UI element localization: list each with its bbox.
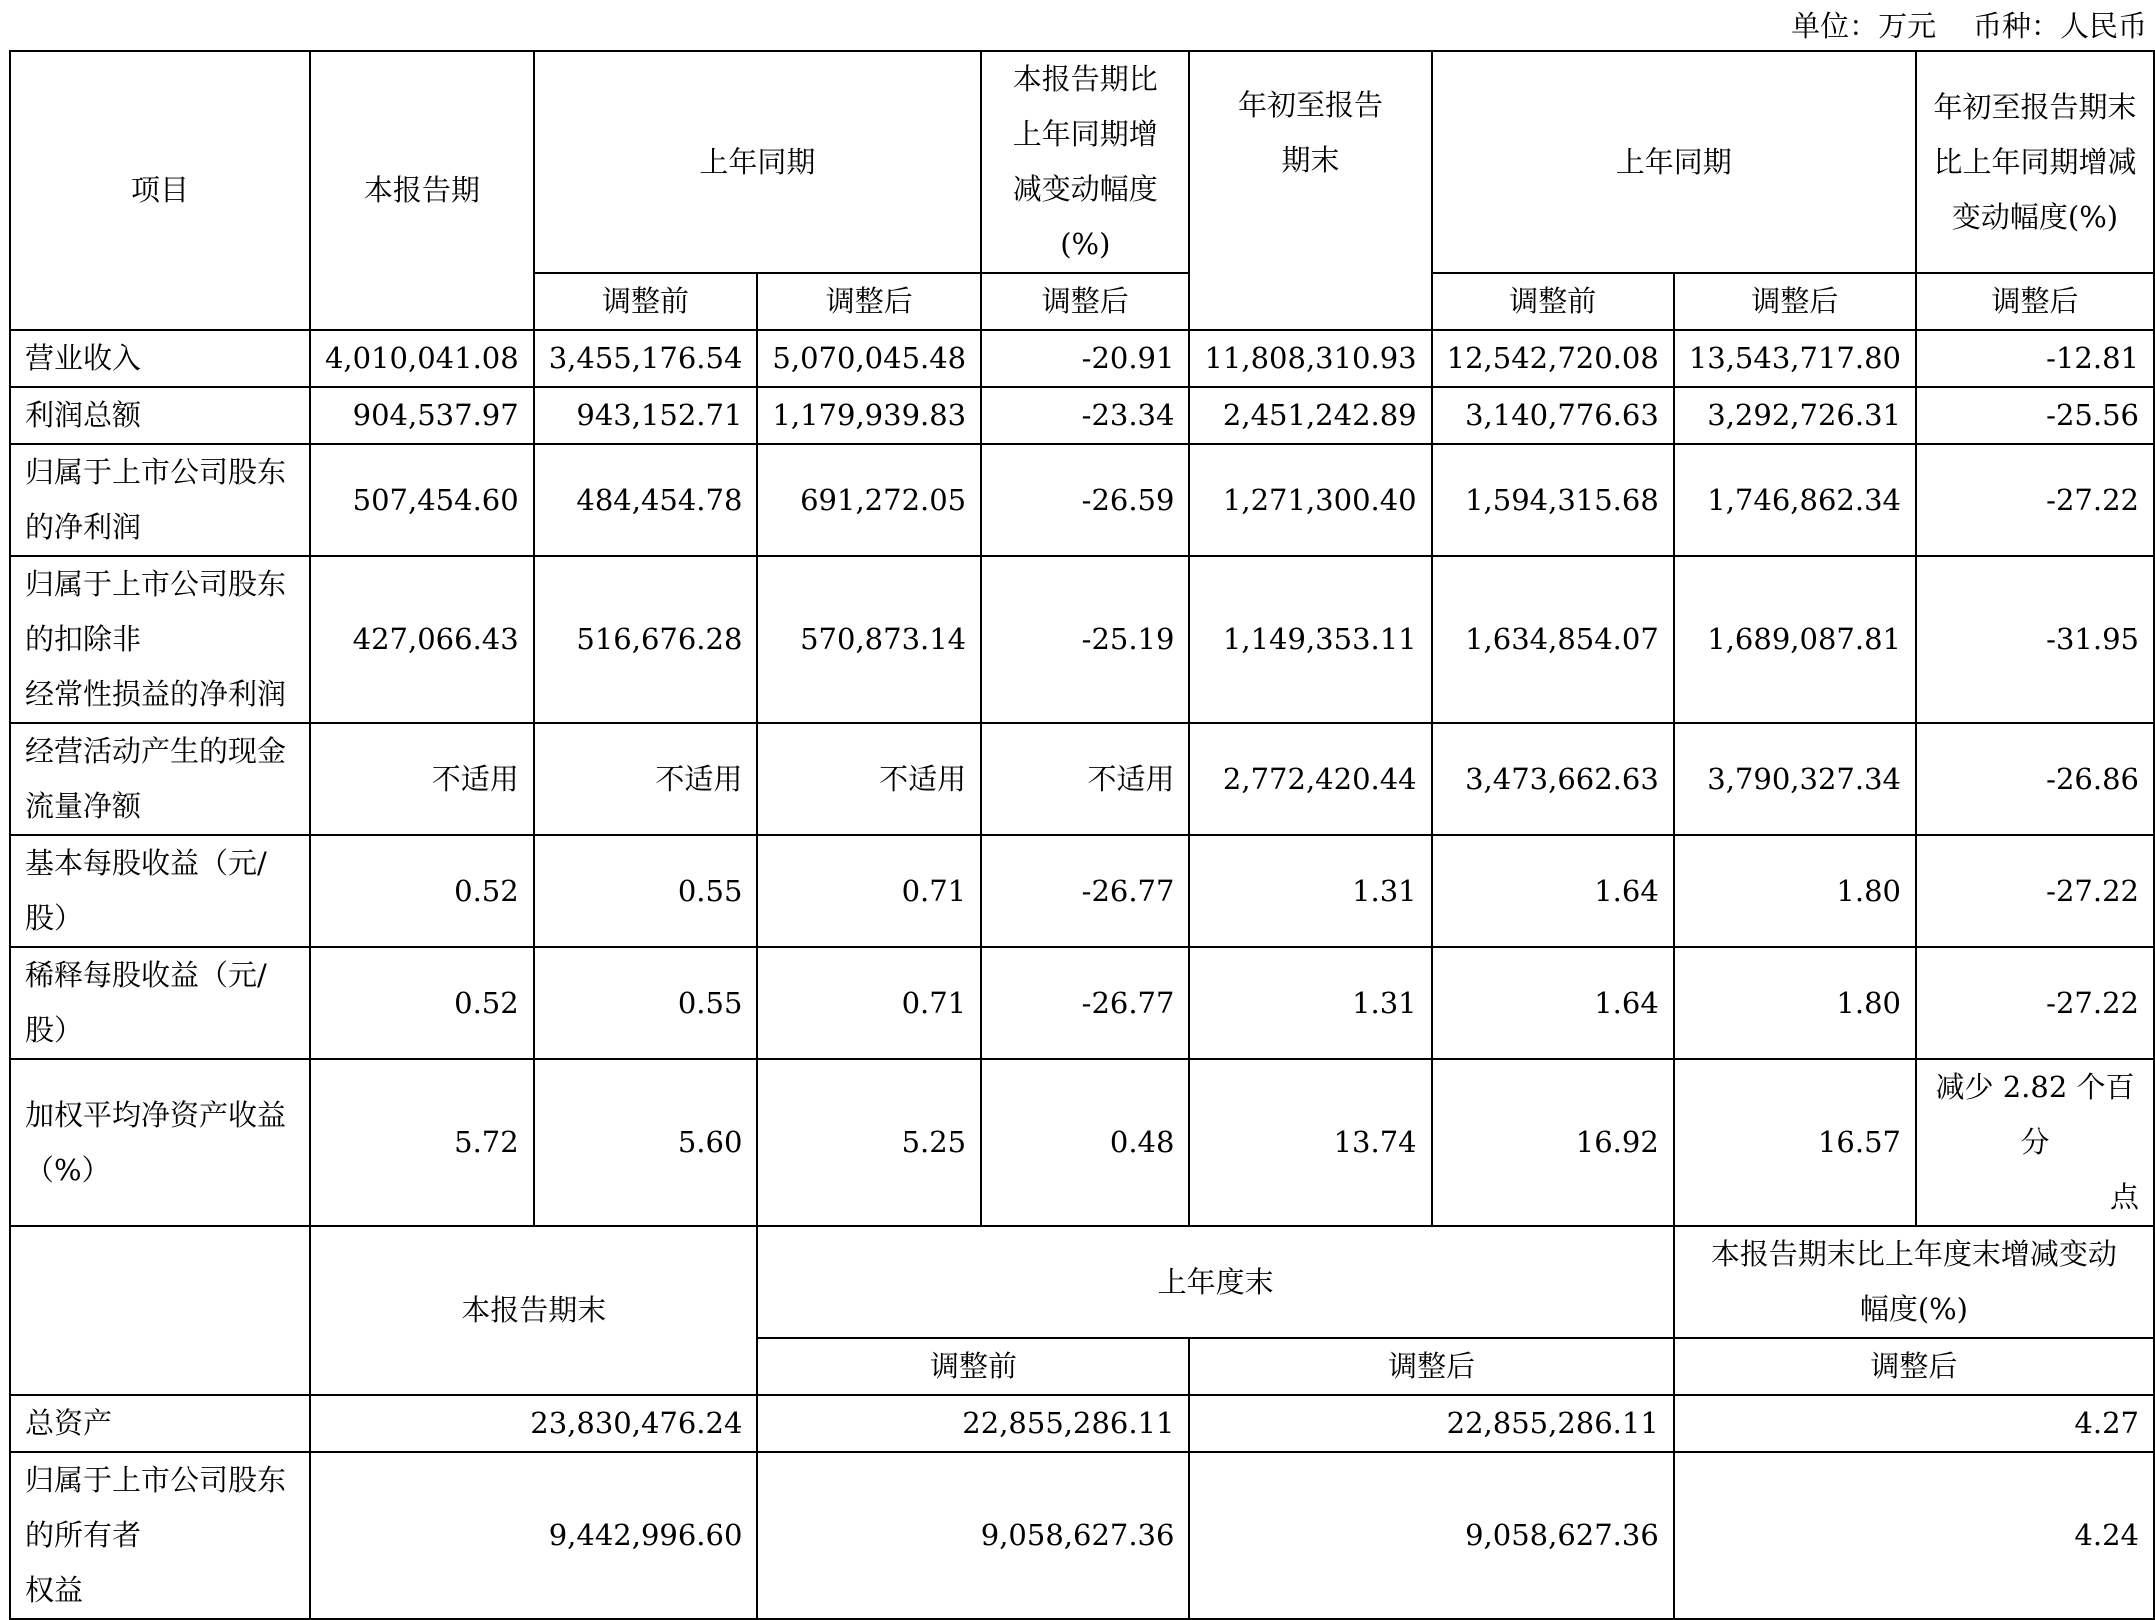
cell-ly-after: 1,179,939.83 [757, 387, 981, 444]
cell-ytd-change: -31.95 [1916, 556, 2154, 723]
cell-ytd: 1.31 [1189, 947, 1431, 1059]
cell-ytd-change-line-1: 减少 2.82 个百分 [1935, 1070, 2135, 1159]
cell-current: 427,066.43 [310, 556, 534, 723]
header-after-adj: 调整后 [757, 273, 981, 330]
cell-change: -20.91 [981, 330, 1189, 387]
cell-ly-before: 3,455,176.54 [534, 330, 758, 387]
cell-change: -23.34 [981, 387, 1189, 444]
row-label-line-2: 经常性损益的净利润 [25, 677, 287, 711]
cell-ytd-change [1916, 1059, 2154, 1226]
header-after-adj-change: 调整后 [981, 273, 1189, 330]
cell-ytd: 2,772,420.44 [1189, 723, 1431, 835]
financial-table [9, 50, 2155, 1620]
header-change-current [981, 51, 1189, 273]
cell-ytd-after: 3,790,327.34 [1674, 723, 1916, 835]
row-label: 加权平均净资产收益（%） [10, 1059, 310, 1226]
balance-header-after-adj-change: 调整后 [1674, 1338, 2154, 1395]
header-change-ytd-text: 年初至报告期末比上年同期增减变动幅度(%) [1933, 89, 2137, 234]
row-label: 经营活动产生的现金流量净额 [10, 723, 310, 835]
cell-ytd-after: 3,292,726.31 [1674, 387, 1916, 444]
cell-ly-before: 0.55 [534, 835, 758, 947]
cell-ytd-before: 1,634,854.07 [1432, 556, 1674, 723]
cell-ly-before: 0.55 [534, 947, 758, 1059]
row-label: 总资产 [10, 1395, 310, 1452]
cell-ytd-change: -27.22 [1916, 444, 2154, 556]
cell-ytd-after: 13,543,717.80 [1674, 330, 1916, 387]
cell-change: 不适用 [981, 723, 1189, 835]
header-ytd [1189, 51, 1431, 330]
table-row [10, 1452, 2154, 1619]
cell-ytd: 1.31 [1189, 835, 1431, 947]
cell-ytd-change: -27.22 [1916, 947, 2154, 1059]
cell-ly-after: 570,873.14 [757, 556, 981, 723]
header-item: 项目 [10, 51, 310, 330]
cell-ytd-before: 1.64 [1432, 947, 1674, 1059]
header-before-adj-ytd: 调整前 [1432, 273, 1674, 330]
row-label [10, 1452, 310, 1619]
header-same-period-last-year-ytd: 上年同期 [1432, 51, 1916, 273]
cell-current: 507,454.60 [310, 444, 534, 556]
balance-header-row-1 [10, 1226, 2154, 1338]
row-label-line-1: 归属于上市公司股东的扣除非 [25, 567, 287, 656]
cell-ytd-before: 16.92 [1432, 1059, 1674, 1226]
cell-ytd-before: 1,594,315.68 [1432, 444, 1674, 556]
cell-change: 4.27 [1674, 1395, 2154, 1452]
row-label-line-2: 权益 [25, 1573, 84, 1607]
cell-ly-after: 0.71 [757, 835, 981, 947]
balance-header-blank [10, 1226, 310, 1395]
balance-header-change-text: 本报告期末比上年度末增减变动幅度(%) [1710, 1237, 2117, 1326]
cell-ly-before: 516,676.28 [534, 556, 758, 723]
balance-header-change [1674, 1226, 2154, 1338]
header-after-adj-ytd: 调整后 [1674, 273, 1916, 330]
table-row [10, 330, 2154, 387]
balance-header-after-adj: 调整后 [1189, 1338, 1673, 1395]
header-change-ytd [1916, 51, 2154, 273]
row-label: 归属于上市公司股东的净利润 [10, 444, 310, 556]
cell-ly-before: 943,152.71 [534, 387, 758, 444]
cell-ytd-after: 16.57 [1674, 1059, 1916, 1226]
table-row [10, 835, 2154, 947]
table-row [10, 1059, 2154, 1226]
cell-ytd: 11,808,310.93 [1189, 330, 1431, 387]
cell-ytd-change: -27.22 [1916, 835, 2154, 947]
unit-note: 单位：万元 币种：人民币 [1791, 9, 2147, 43]
cell-before-adj: 9,058,627.36 [757, 1452, 1189, 1619]
header-before-adj: 调整前 [534, 273, 758, 330]
row-label-line-1: 归属于上市公司股东的所有者 [25, 1463, 287, 1552]
row-label: 基本每股收益（元/股） [10, 835, 310, 947]
cell-ytd-before: 12,542,720.08 [1432, 330, 1674, 387]
cell-change: -26.59 [981, 444, 1189, 556]
cell-ytd: 1,271,300.40 [1189, 444, 1431, 556]
header-same-period-last-year: 上年同期 [534, 51, 981, 273]
cell-change: -26.77 [981, 947, 1189, 1059]
header-change-current-text: 本报告期比上年同期增减变动幅度(%) [1012, 62, 1158, 261]
cell-change: -25.19 [981, 556, 1189, 723]
cell-ytd-change: -25.56 [1916, 387, 2154, 444]
cell-change: 4.24 [1674, 1452, 2154, 1619]
cell-current: 5.72 [310, 1059, 534, 1226]
cell-ytd: 2,451,242.89 [1189, 387, 1431, 444]
table-row [10, 723, 2154, 835]
header-current-period: 本报告期 [310, 51, 534, 330]
cell-period-end: 23,830,476.24 [310, 1395, 757, 1452]
cell-ly-before: 484,454.78 [534, 444, 758, 556]
cell-current: 4,010,041.08 [310, 330, 534, 387]
cell-ly-after: 691,272.05 [757, 444, 981, 556]
table-row [10, 556, 2154, 723]
balance-header-before-adj: 调整前 [757, 1338, 1189, 1395]
cell-change: 0.48 [981, 1059, 1189, 1226]
cell-after-adj: 22,855,286.11 [1189, 1395, 1673, 1452]
cell-current: 不适用 [310, 723, 534, 835]
cell-ytd-change-line-2: 点 [2109, 1180, 2139, 1214]
table-row [10, 387, 2154, 444]
cell-before-adj: 22,855,286.11 [757, 1395, 1189, 1452]
cell-ytd-after: 1.80 [1674, 947, 1916, 1059]
balance-header-period-end: 本报告期末 [310, 1226, 757, 1395]
cell-current: 904,537.97 [310, 387, 534, 444]
cell-ytd-after: 1,746,862.34 [1674, 444, 1916, 556]
balance-header-last-year-end: 上年度末 [757, 1226, 1673, 1338]
table-row [10, 444, 2154, 556]
cell-ytd-before: 3,140,776.63 [1432, 387, 1674, 444]
cell-current: 0.52 [310, 835, 534, 947]
table-row [10, 1395, 2154, 1452]
cell-ly-after: 不适用 [757, 723, 981, 835]
cell-after-adj: 9,058,627.36 [1189, 1452, 1673, 1619]
cell-ytd: 13.74 [1189, 1059, 1431, 1226]
cell-ytd-change: -26.86 [1916, 723, 2154, 835]
cell-ly-before: 不适用 [534, 723, 758, 835]
cell-ytd-before: 3,473,662.63 [1432, 723, 1674, 835]
cell-ly-after: 5.25 [757, 1059, 981, 1226]
cell-ytd-after: 1.80 [1674, 835, 1916, 947]
cell-ly-after: 0.71 [757, 947, 981, 1059]
cell-current: 0.52 [310, 947, 534, 1059]
cell-ytd-after: 1,689,087.81 [1674, 556, 1916, 723]
cell-ly-before: 5.60 [534, 1059, 758, 1226]
header-ytd-text: 年初至报告期末 [1238, 88, 1384, 177]
cell-ly-after: 5,070,045.48 [757, 330, 981, 387]
table-row [10, 947, 2154, 1059]
row-label [10, 556, 310, 723]
row-label: 利润总额 [10, 387, 310, 444]
cell-period-end: 9,442,996.60 [310, 1452, 757, 1619]
row-label: 营业收入 [10, 330, 310, 387]
cell-ytd: 1,149,353.11 [1189, 556, 1431, 723]
cell-ytd-change: -12.81 [1916, 330, 2154, 387]
header-after-adj-change-ytd: 调整后 [1916, 273, 2154, 330]
header-row-1 [10, 51, 2154, 273]
row-label: 稀释每股收益（元/股） [10, 947, 310, 1059]
cell-ytd-before: 1.64 [1432, 835, 1674, 947]
cell-change: -26.77 [981, 835, 1189, 947]
